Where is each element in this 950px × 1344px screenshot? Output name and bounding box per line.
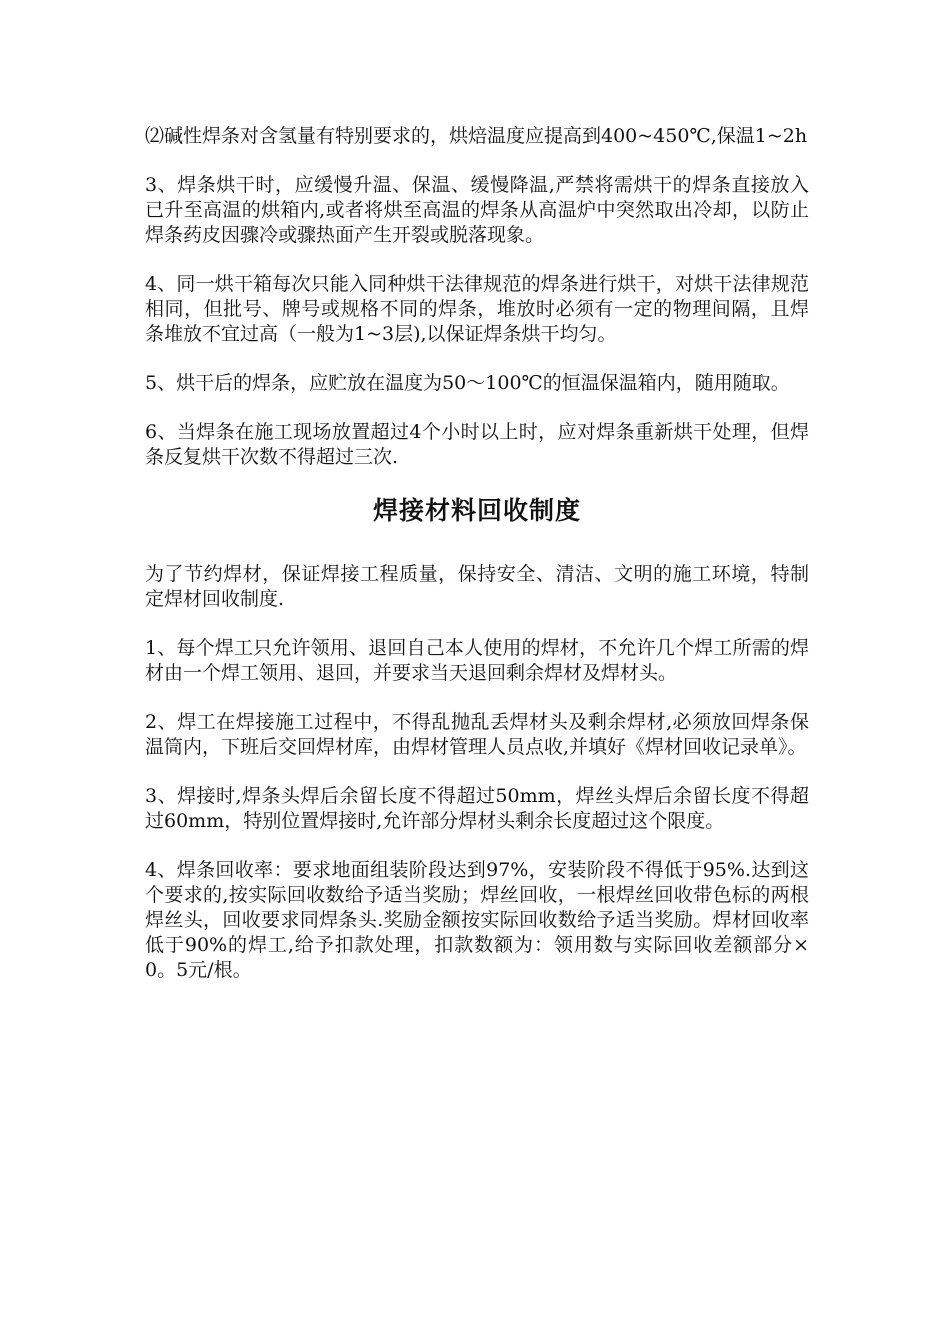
paragraph-alkaline-electrode-baking: ⑵碱性焊条对含氢量有特别要求的，烘焙温度应提高到400~450℃,保温1~2h bbox=[145, 125, 808, 147]
paragraph-drying-procedure: 3、焊条烘干时，应缓慢升温、保温、缓慢降温,严禁将需烘干的焊条直接放入已升至高温的烘箱内,或者将烘至高温的焊条从高温炉中突然取出冷却，以防止焊条药皮因骤冷或骤热面产生开裂或脱落现象。 bbox=[145, 174, 809, 246]
document-body bbox=[145, 124, 809, 1007]
paragraph-intro: 为了节约焊材，保证焊接工程质量，保持安全、清洁、文明的施工环境，特制定焊材回收制度. bbox=[145, 563, 809, 610]
paragraph-rule-4: 4、焊条回收率：要求地面组装阶段达到97%，安装阶段不得低于95%.达到这个要求的,按实际回收数给予适当奖励；焊丝回收，一根焊丝回收带色标的两根焊丝头，回收要求同焊条头.奖励金额按实际回收数给予适当奖励。焊材回收率低于90%的焊工,给予扣款处理，扣款数额为：领用数与实际回收差额部分×0。5元/根。 bbox=[145, 859, 809, 981]
paragraph-redrying-limit: 6、当焊条在施工现场放置超过4个小时以上时，应对焊条重新烘干处理，但焊条反复烘干次数不得超过三次. bbox=[145, 421, 809, 468]
section-title: 焊接材料回收制度 bbox=[372, 496, 581, 525]
paragraph-rule-1: 1、每个焊工只允许领用、退回自己本人使用的焊材，不允许几个焊工所需的焊材由一个焊工领用、退回，并要求当天退回剩余焊材及焊材头。 bbox=[145, 637, 809, 684]
paragraph-storage-after-drying: 5、烘干后的焊条，应贮放在温度为50～100℃的恒温保温箱内，随用随取。 bbox=[145, 372, 790, 394]
paragraph-same-spec-drying: 4、同一烘干箱每次只能入同种烘干法律规范的焊条进行烘干，对烘干法律规范相同，但批号、牌号或规格不同的焊条，堆放时必须有一定的物理间隔，且焊条堆放不宜过高（一般为1~3层),以保证焊条烘干均匀。 bbox=[145, 273, 809, 345]
paragraph-rule-2: 2、焊工在焊接施工过程中，不得乱抛乱丢焊材头及剩余焊材,必须放回焊条保温筒内，下班后交回焊材库，由焊材管理人员点收,并填好《焊材回收记录单》。 bbox=[145, 711, 809, 758]
paragraph-rule-3: 3、焊接时,焊条头焊后余留长度不得超过50mm，焊丝头焊后余留长度不得超过60mm，特别位置焊接时,允许部分焊材头剩余长度超过这个限度。 bbox=[145, 785, 809, 832]
